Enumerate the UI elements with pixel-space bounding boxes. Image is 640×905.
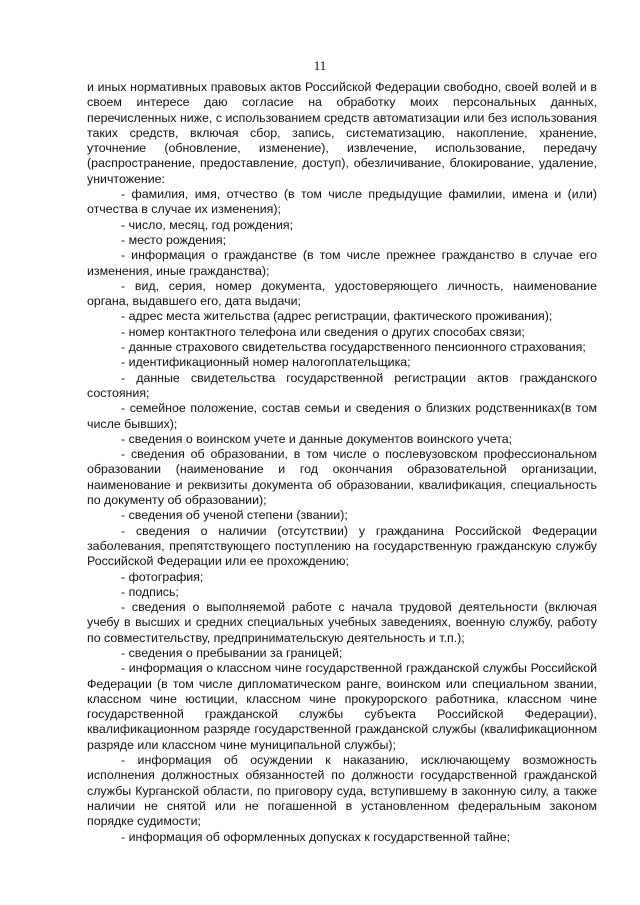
intro-paragraph: и иных нормативных правовых актов Российской Федерации свободно, своей волей и в своем интересе даю согласие на обработку моих персональных данных, перечисленных ниже, с использованием средств автоматизации или без использования таких средств, включая сбор, запись, систематизацию, накопление, хранение, уточнение (обновление, изменение), извлечение, использование, передачу (распространение, предоставление, доступ), обезличивание, блокирование, удаление, уничтожение: — [87, 80, 597, 186]
list-item: - сведения о воинском учете и данные документов воинского учета; — [121, 431, 513, 446]
list-item: - данные свидетельства государственной регистрации актов гражданского состояния; — [87, 370, 597, 400]
list-item: - число, месяц, год рождения; — [121, 217, 294, 232]
list-item: - адрес места жительства (адрес регистрации, фактического проживания); — [121, 309, 553, 324]
list-item: - сведения о выполняемой работе с начала трудовой деятельности (включая учебу в высших и средних специальных учебных заведениях, военную службу, работу по совместительству, предпринимательскую деятельность и т.п.); — [87, 600, 597, 645]
list-item: - идентификационный номер налогоплательщика; — [121, 355, 411, 370]
list-item: - сведения о пребывании за границей; — [121, 645, 343, 660]
list-item: - фамилия, имя, отчество (в том числе предыдущие фамилии, имена и (или) отчества в случае их изменения); — [87, 187, 597, 217]
document-body — [87, 80, 597, 845]
list-item: - сведения об образовании, в том числе о послевузовском профессиональном образовании (наименование и год окончания образовательной организации, наименование и реквизиты документа об образовании, квалификация, специальность по документу об образовании); — [87, 447, 597, 508]
list-item: - сведения об ученой степени (звании); — [121, 508, 348, 523]
list-item: - информация о классном чине государственной гражданской службы Российской Федерации (в том числе дипломатическом ранге, воинском или специальном звании, классном чине юстиции, классном чине прокурорского работника, классном чине государственной гражданской службы субъекта Российской Федерации), квалификационном разряде государственной гражданской службы (квалификационном разряде или классном чине муниципальной службы); — [87, 661, 597, 752]
list-item: - информация об оформленных допусках к государственной тайне; — [121, 829, 511, 844]
page-number: 11 — [313, 58, 327, 73]
list-item: - фотография; — [121, 569, 204, 584]
list-item: - место рождения; — [121, 232, 227, 247]
list-item: - данные страхового свидетельства государственного пенсионного страхования; — [121, 340, 586, 355]
list-item: - семейное положение, состав семьи и сведения о близких родственниках(в том числе бывших); — [87, 401, 597, 431]
list-item: - информация о гражданстве (в том числе прежнее гражданство в случае его изменения, иные гражданства); — [87, 248, 597, 278]
list-item: - сведения о наличии (отсутствии) у гражданина Российской Федерации заболевания, препятствующего поступлению на государственную гражданскую службу Российской Федерации или ее прохождению; — [87, 523, 597, 569]
list-item: - вид, серия, номер документа, удостоверяющего личность, наименование органа, выдавшего его, дата выдачи; — [87, 278, 597, 309]
list-item: - подпись; — [121, 584, 179, 599]
list-item: - информация об осуждении к наказанию, исключающему возможность исполнения должностных обязанностей по должности государственной гражданской службы Курганской области, по приговору суда, вступившему в законную силу, а также наличии не снятой или не погашенной в установленном федеральным законом порядке судимости; — [87, 753, 597, 829]
list-item: - номер контактного телефона или сведения о других способах связи; — [121, 324, 525, 339]
